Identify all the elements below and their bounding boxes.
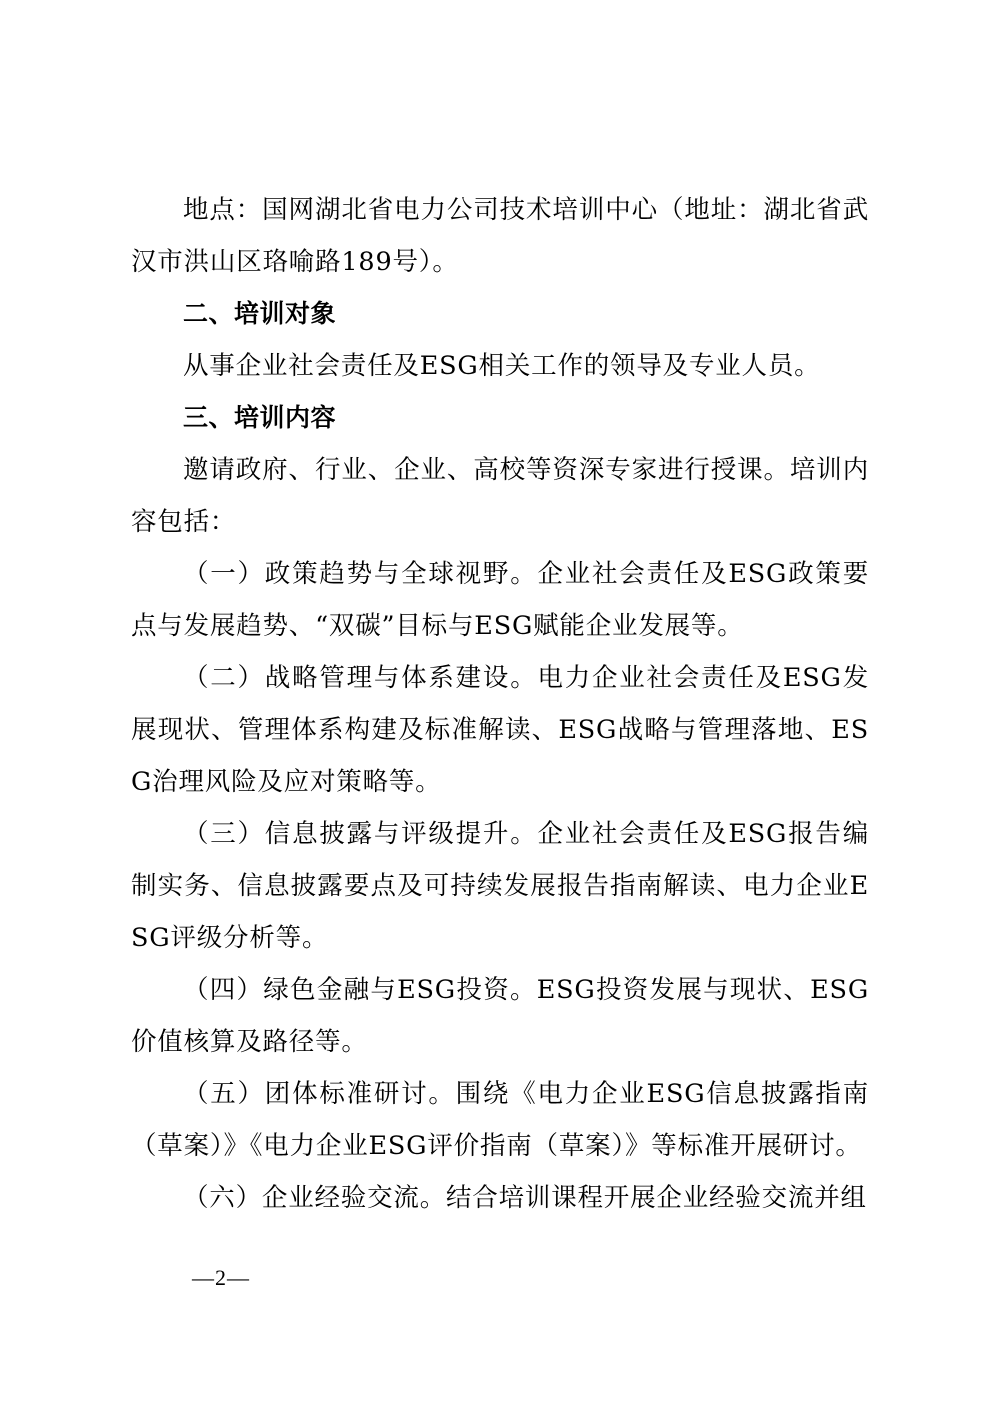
section-heading-trainees: 二、培训对象 [183, 299, 337, 328]
content-item-2: （二）战略管理与体系建设。电力企业社会责任及ESG发展现状、管理体系构建及标准解读、ESG战略与管理落地、ESG治理风险及应对策略等。 [131, 663, 869, 797]
document-body [131, 184, 869, 1224]
content-item-1: （一）政策趋势与全球视野。企业社会责任及ESG政策要点与发展趋势、“双碳”目标与ESG赋能企业发展等。 [131, 559, 869, 641]
trainees-paragraph: 从事企业社会责任及ESG相关工作的领导及专业人员。 [183, 351, 821, 381]
page-number: —2— [192, 1265, 250, 1290]
venue-paragraph: 地点：国网湖北省电力公司技术培训中心（地址：湖北省武汉市洪山区珞喻路189号）。 [131, 195, 869, 277]
content-item-4: （四）绿色金融与ESG投资。ESG投资发展与现状、ESG价值核算及路径等。 [131, 975, 869, 1057]
content-item-3: （三）信息披露与评级提升。企业社会责任及ESG报告编制实务、信息披露要点及可持续发展报告指南解读、电力企业ESG评级分析等。 [131, 819, 869, 953]
content-item-5: （五）团体标准研讨。围绕《电力企业ESG信息披露指南（草案）》《电力企业ESG评价指南（草案）》等标准开展研讨。 [131, 1079, 869, 1161]
content-item-6: （六）企业经验交流。结合培训课程开展企业经验交流并组 [183, 1183, 867, 1213]
section-heading-content: 三、培训内容 [183, 403, 337, 432]
content-intro-paragraph: 邀请政府、行业、企业、高校等资深专家进行授课。培训内容包括： [131, 455, 869, 537]
